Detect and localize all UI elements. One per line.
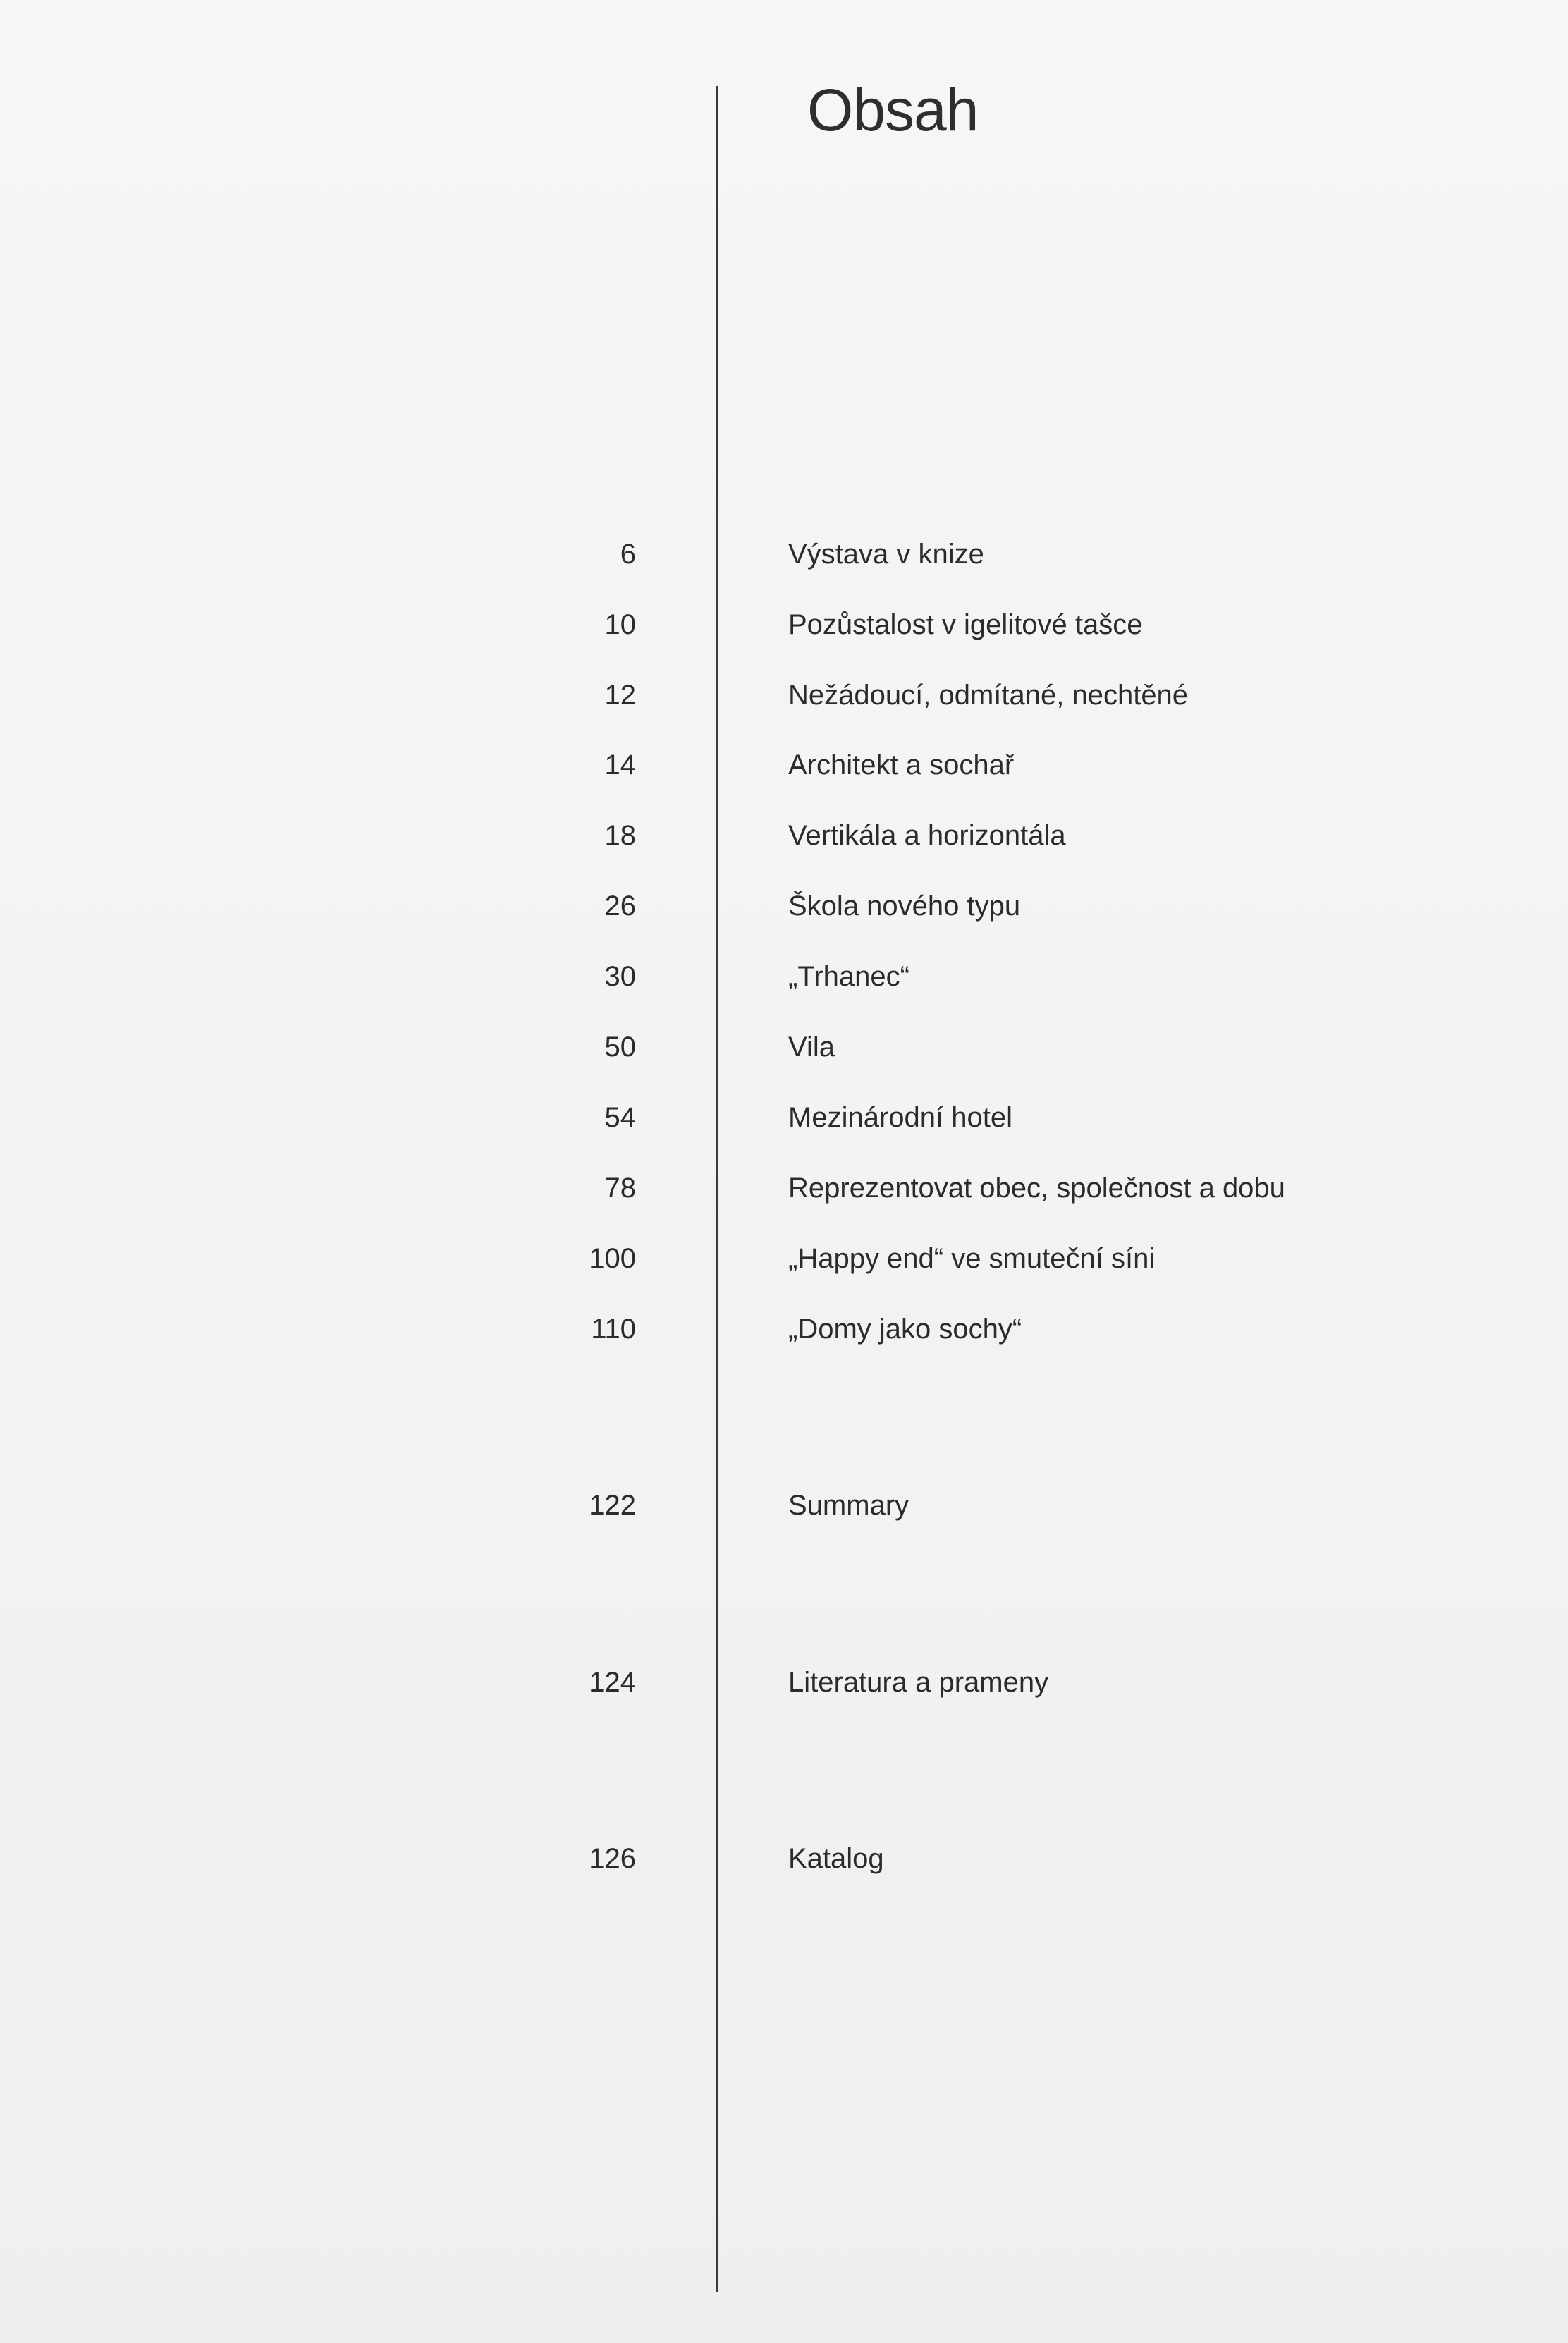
- toc-page-number: 50: [604, 1032, 636, 1063]
- toc-entry: [0, 1661, 1568, 1703]
- toc-entry: [0, 744, 1568, 786]
- toc-entry: [0, 814, 1568, 857]
- toc-page-number: 100: [589, 1243, 636, 1274]
- toc-page-number: 12: [604, 680, 636, 711]
- toc-entry: [0, 533, 1568, 575]
- toc-page-number: 78: [604, 1173, 636, 1204]
- page-title: Obsah: [807, 77, 979, 143]
- toc-page-number: 54: [604, 1102, 636, 1133]
- toc-chapter-title: Mezinárodní hotel: [788, 1102, 1012, 1133]
- toc-chapter-title: Výstava v knize: [788, 539, 984, 570]
- toc-entry: [0, 1484, 1568, 1527]
- toc-chapter-title: Vila: [788, 1032, 835, 1063]
- toc-chapter-title: Vertikála a horizontála: [788, 820, 1066, 851]
- toc-chapter-title: Nežádoucí, odmítané, nechtěné: [788, 680, 1189, 711]
- toc-page-number: 10: [604, 609, 636, 640]
- toc-page-number: 26: [604, 891, 636, 922]
- toc-page-number: 124: [589, 1667, 636, 1698]
- toc-page-number: 6: [620, 539, 636, 570]
- toc-chapter-title: Škola nového typu: [788, 891, 1021, 922]
- toc-chapter-title: Literatura a prameny: [788, 1667, 1049, 1698]
- toc-page-number: 18: [604, 820, 636, 851]
- toc-entry: [0, 1237, 1568, 1280]
- toc-chapter-title: „Trhanec“: [788, 961, 909, 992]
- toc-entry: [0, 885, 1568, 927]
- toc-chapter-title: „Domy jako sochy“: [788, 1314, 1022, 1345]
- toc-chapter-title: Katalog: [788, 1843, 884, 1874]
- toc-entry: [0, 1167, 1568, 1209]
- toc-page-number: 14: [604, 750, 636, 781]
- toc-chapter-title: Pozůstalost v igelitové tašce: [788, 609, 1143, 640]
- toc-entry: [0, 604, 1568, 646]
- toc-entry: [0, 1026, 1568, 1068]
- toc-entry: [0, 955, 1568, 998]
- toc-chapter-title: Architekt a sochař: [788, 750, 1015, 781]
- toc-entry: [0, 674, 1568, 716]
- toc-page-number: 30: [604, 961, 636, 992]
- toc-page-number: 126: [589, 1843, 636, 1874]
- toc-entry: [0, 1837, 1568, 1880]
- toc-chapter-title: „Happy end“ ve smuteční síni: [788, 1243, 1156, 1274]
- toc-chapter-title: Summary: [788, 1490, 909, 1521]
- toc-page-number: 122: [589, 1490, 636, 1521]
- toc-entry: [0, 1096, 1568, 1139]
- toc-page-number: 110: [591, 1314, 636, 1345]
- toc-entry: [0, 1308, 1568, 1350]
- toc-chapter-title: Reprezentovat obec, společnost a dobu: [788, 1173, 1285, 1204]
